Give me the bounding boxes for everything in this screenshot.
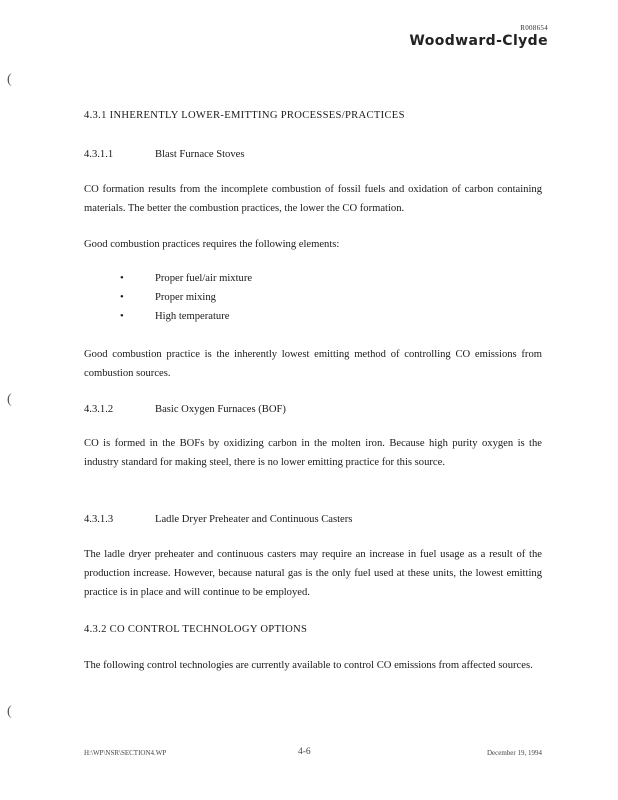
subsection-heading-4-3-1-3 xyxy=(84,510,542,529)
paragraph-ladle-dryer: The ladle dryer preheater and continuous casters may require an increase in fuel usage as a result of the production increase. However, because natural gas is the only fuel used at these units, the lowest emitting practice is in place and will continue to be employed. xyxy=(84,549,542,598)
paragraph-good-combustion-elements: Good combustion practices requires the following elements: xyxy=(84,239,340,250)
subsection-heading-4-3-1-1 xyxy=(84,145,542,164)
paragraph-co-formation: CO formation results from the incomplete combustion of fossil fuels and oxidation of carbon containing materials. The better the combustion practices, the lower the CO formation. xyxy=(84,184,542,214)
list-item: • Proper fuel/air mixture xyxy=(84,269,542,288)
subsection-title: Blast Furnace Stoves xyxy=(155,149,245,160)
paragraph-control-technologies: The following control technologies are currently available to control CO emissions from affected sources. xyxy=(84,660,533,671)
combustion-elements-list xyxy=(84,269,542,326)
margin-mark: ( xyxy=(7,72,12,87)
subsection-number: 4.3.1.1 xyxy=(84,149,114,160)
subsection-title: Basic Oxygen Furnaces (BOF) xyxy=(155,404,286,415)
paragraph-bof: CO is formed in the BOFs by oxidizing carbon in the molten iron. Because high purity oxygen is the industry standard for making steel, there is no lower emitting practice for this source. xyxy=(84,438,542,468)
page-number: 4-6 xyxy=(298,747,311,757)
list-item: • Proper mixing xyxy=(84,288,542,307)
subsection-number: 4.3.1.3 xyxy=(84,514,114,525)
section-heading-4-3-1: 4.3.1 INHERENTLY LOWER-EMITTING PROCESSES/PRACTICES xyxy=(84,110,405,121)
margin-mark: ( xyxy=(7,392,12,407)
subsection-title: Ladle Dryer Preheater and Continuous Casters xyxy=(155,514,353,525)
margin-mark: ( xyxy=(7,704,12,719)
section-heading-4-3-2: 4.3.2 CO CONTROL TECHNOLOGY OPTIONS xyxy=(84,624,308,635)
footer-file-path: H:\WP\NSR\SECTION4.WP xyxy=(84,749,167,757)
paragraph-good-combustion-practice: Good combustion practice is the inherently lowest emitting method of controlling CO emissions from combustion sources. xyxy=(84,349,542,379)
document-code: R008654 xyxy=(520,24,548,32)
list-item: • High temperature xyxy=(84,307,542,326)
company-name: Woodward-Clyde xyxy=(409,33,548,49)
subsection-number: 4.3.1.2 xyxy=(84,404,114,415)
footer-date: December 19, 1994 xyxy=(486,749,542,757)
subsection-heading-4-3-1-2 xyxy=(84,400,542,419)
